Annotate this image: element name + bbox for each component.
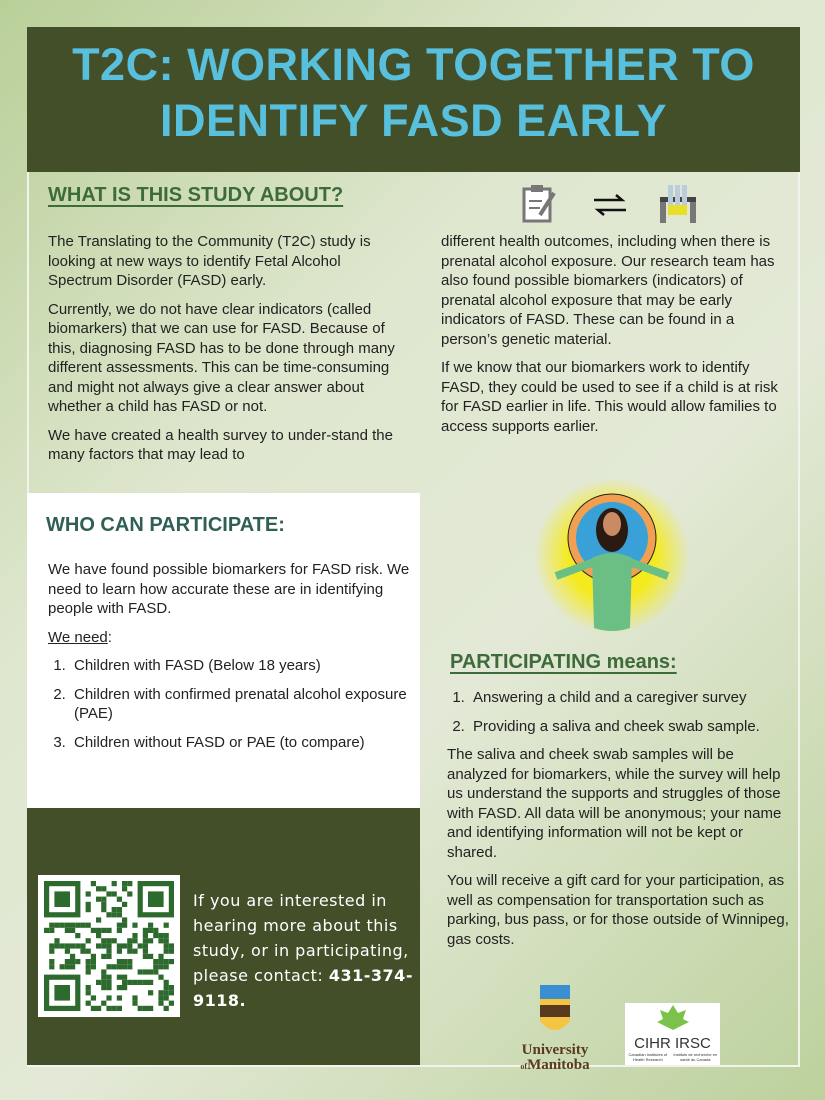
cihr-leaf-icon <box>655 1003 691 1031</box>
icon-row <box>520 183 700 225</box>
about-heading: WHAT IS THIS STUDY ABOUT? <box>48 184 344 206</box>
list-item: 2. Children with confirmed prenatal alcohol exposure (PAE) <box>70 685 413 724</box>
cihr-sub-en: Canadian Institutes of Health Research <box>628 1052 668 1062</box>
cihr-sub-fr: Instituts de recherche en santé du Canada <box>673 1052 718 1062</box>
title-line-1: T2C: WORKING TOGETHER TO <box>72 39 755 90</box>
poster-title <box>27 27 800 172</box>
um-word: of <box>520 1062 528 1071</box>
participating-list <box>447 688 792 736</box>
list-item: 2. Providing a saliva and cheek swab sample. <box>469 717 792 737</box>
um-word: University <box>521 1042 589 1058</box>
cihr-wordmark: CIHR IRSC <box>634 1035 711 1052</box>
qr-code[interactable] <box>38 875 180 1017</box>
who-heading: WHO CAN PARTICIPATE: <box>46 514 285 536</box>
participating-content <box>447 688 792 958</box>
participating-paragraph: The saliva and cheek swab samples will be analyzed for biomarkers, while the survey will help us understand the supports and struggles of those with FASD. All data will be anonymous; your name and identifying information will not be kept or shared. <box>447 746 782 861</box>
about-right-column <box>441 232 791 445</box>
test-tubes-icon <box>658 183 698 225</box>
who-list <box>48 656 413 752</box>
woman-illustration <box>532 478 692 638</box>
cihr-logo <box>625 1003 720 1065</box>
qr-code-image <box>44 881 174 1011</box>
about-paragraph: The Translating to the Community (T2C) study is looking at new ways to identify Fetal Alcohol Spectrum Disorder (FASD) early. <box>48 233 371 289</box>
list-item: 1. Children with FASD (Below 18 years) <box>70 656 413 676</box>
about-paragraph: different health outcomes, including when there is prenatal alcohol exposure. Our research team has also found possible biomarkers (indicators) of prenatal alcohol exposure that may be early indicators of FASD. These can be found in a person’s genetic material. <box>441 233 775 348</box>
participating-paragraph: You will receive a gift card for your participation, as well as compensation for transportation such as parking, bus pass, or for those outside of Winnipeg, gas costs. <box>447 872 789 948</box>
contact-text <box>193 888 413 1013</box>
about-left-column <box>48 232 398 474</box>
need-label: We need <box>48 628 108 646</box>
about-paragraph: We have created a health survey to under-stand the many factors that may lead to <box>48 426 393 463</box>
clipboard-icon <box>520 183 560 225</box>
um-crest-icon <box>538 983 572 1039</box>
who-intro: We have found possible biomarkers for FASD risk. We need to learn how accurate these are in identifying people with FASD. <box>48 561 410 617</box>
about-paragraph: If we know that our biomarkers work to identify FASD, they could be used to see if a child is at risk for FASD earlier in life. This would allow families to access supports earlier. <box>441 359 778 435</box>
contact-message: If you are interested in hearing more about this study, or in participating, please contact: <box>193 891 409 985</box>
participating-heading: PARTICIPATING means: <box>450 651 677 673</box>
list-item: 3. Children without FASD or PAE (to compare) <box>70 733 413 753</box>
university-of-manitoba-logo <box>515 983 595 1074</box>
title-line-2: IDENTIFY FASD EARLY <box>159 95 668 146</box>
about-paragraph: Currently, we do not have clear indicators (called biomarkers) that we can use for FASD. Because of this, diagnosing FASD has to be done through many different assessments. This can be time-consuming and might not always give a clear answer about whether a child has FASD or not. <box>48 300 395 415</box>
who-content: We have found possible biomarkers for FASD risk. We need to learn how accurate these are in identifying people with FASD. We need: 1. Children with FASD (Below 18 years) 2. Children with confirmed prenatal alcohol exposure (PAE) 3. Children without FASD or PAE (to compare) <box>48 560 413 761</box>
exchange-arrows-icon <box>590 191 630 221</box>
um-word: Manitoba <box>527 1057 590 1073</box>
list-item: 1. Answering a child and a caregiver survey <box>469 688 792 708</box>
contact-phone[interactable]: 431-374-9118. <box>193 966 413 1010</box>
